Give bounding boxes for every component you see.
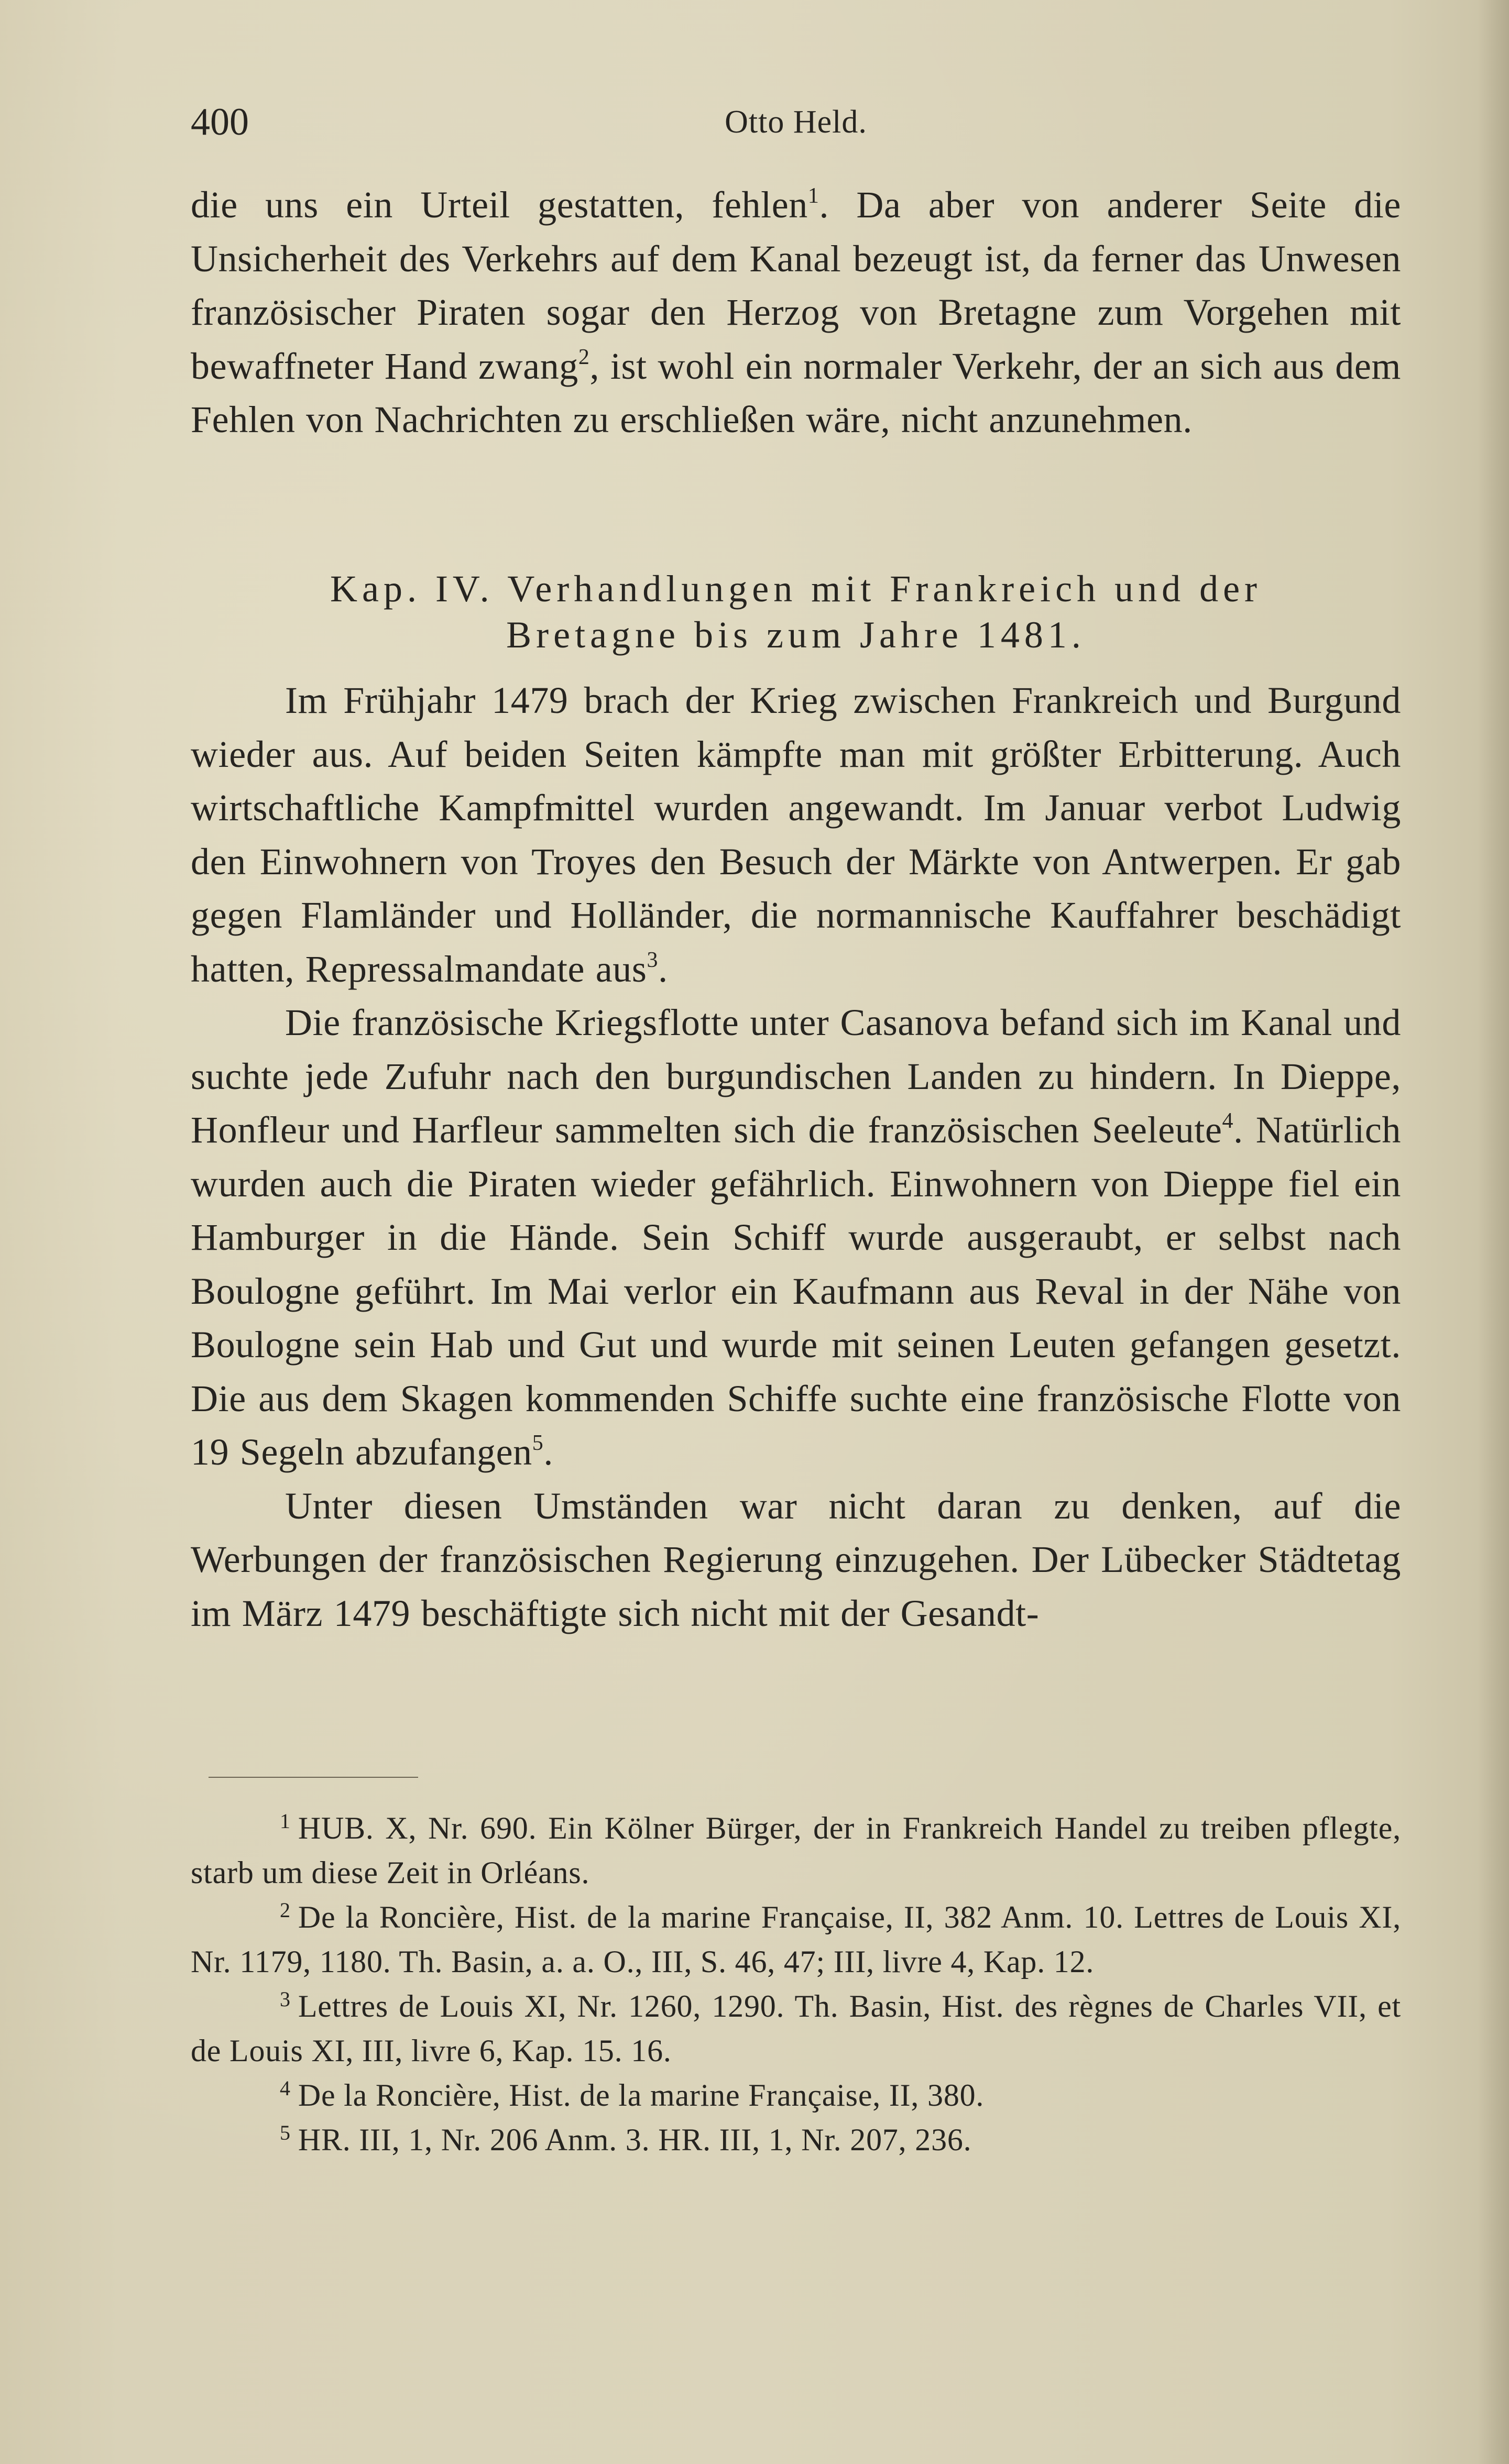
footnotes-block [191, 1806, 1401, 2162]
footnote-2 [191, 1895, 1401, 1984]
running-head: Otto Held. [725, 104, 867, 140]
page-edge-shadow [1478, 0, 1509, 2464]
chapter-heading-line-1: Kap. IV. Verhandlungen mit Frankreich und der [330, 568, 1262, 610]
chapter-heading [191, 566, 1401, 658]
top-paragraph [191, 178, 1401, 447]
paragraph-2 [191, 996, 1401, 1479]
paragraph-2-end: . [543, 1431, 553, 1473]
footnote-text-4: De la Roncière, Hist. de la marine Française, II, 380. [298, 2078, 985, 2113]
footnote-3 [191, 1984, 1401, 2073]
footnote-ref-1: 1 [807, 184, 819, 208]
footnote-number-5: 5 [280, 2121, 291, 2144]
page-header [191, 98, 1401, 146]
paragraph-2-text: Die französische Kriegsflotte unter Casanova befand sich im Kanal und suchte jede Zufuhr nach den burgundischen Landen zu hindern. In Dieppe, Honfleur und Harfleur sammelten sich die französischen Seeleute [191, 1002, 1401, 1151]
footnote-4 [191, 2073, 1401, 2118]
top-paragraph-text-2: . Da aber von anderer Seite die Unsicherheit des Verkehrs auf dem Kanal bezeugt ist, da ferner das Unwesen französischer Piraten sogar den Herzog von Bretagne zum Vorgehen mit bewaffneter Hand zwang [191, 184, 1401, 387]
top-paragraph-text-3: , ist wohl ein normaler Verkehr, der an sich aus dem Fehlen von Nachrichten zu erschließen wäre, nicht anzunehmen. [191, 345, 1401, 441]
body-text-block [191, 674, 1401, 1640]
paragraph-1 [191, 674, 1401, 996]
footnote-text-5: HR. III, 1, Nr. 206 Anm. 3. HR. III, 1, Nr. 207, 236. [298, 2122, 972, 2157]
footnote-ref-3: 3 [647, 948, 659, 972]
page-number: 400 [191, 101, 249, 144]
footnote-text-1: HUB. X, Nr. 690. Ein Kölner Bürger, der in Frankreich Handel zu treiben pflegte, starb um diese Zeit in Orléans. [191, 1811, 1401, 1890]
footnote-number-3: 3 [280, 1987, 291, 2011]
paragraph-1-text: Im Frühjahr 1479 brach der Krieg zwischen Frankreich und Burgund wieder aus. Auf beiden Seiten kämpfte man mit größter Erbitterung. Auch wirtschaftliche Kampfmittel wurden angewandt. Im Januar verbot Ludwig den Einwohnern von Troyes den Besuch der Märkte von Antwerpen. Er gab gegen Flamländer und Holländer, die normannische Kauffahrer beschädigt hatten, Repressalmandate aus [191, 679, 1401, 990]
top-paragraph-block [191, 178, 1401, 447]
footnote-5 [191, 2118, 1401, 2162]
footnote-1 [191, 1806, 1401, 1895]
footnote-number-2: 2 [280, 1898, 291, 1922]
footnote-ref-4: 4 [1222, 1109, 1234, 1133]
paragraph-1-end: . [658, 948, 668, 990]
footnote-ref-2: 2 [578, 345, 590, 369]
footnote-text-3: Lettres de Louis XI, Nr. 1260, 1290. Th. Basin, Hist. des règnes de Charles VII, et de Louis XI, III, livre 6, Kap. 15. 16. [191, 1989, 1401, 2068]
top-paragraph-text: die uns ein Urteil gestatten, fehlen [191, 184, 808, 226]
footnote-divider [209, 1777, 418, 1778]
chapter-heading-line-2: Bretagne bis zum Jahre 1481. [506, 614, 1086, 656]
paragraph-3: Unter diesen Umständen war nicht daran zu denken, auf die Werbungen der französischen Regierung einzugehen. Der Lübecker Städtetag im März 1479 beschäftigte sich nicht mit der Gesandt- [191, 1484, 1401, 1634]
footnote-text-2: De la Roncière, Hist. de la marine Française, II, 382 Anm. 10. Lettres de Louis XI, Nr. 1179, 1180. Th. Basin, a. a. O., III, S. 46, 47; III, livre 4, Kap. 12. [191, 1900, 1401, 1979]
paragraph-2-text-2: . Natürlich wurden auch die Piraten wieder gefährlich. Einwohnern von Dieppe fiel ein Hamburger in die Hände. Sein Schiff wurde ausgeraubt, er selbst nach Boulogne geführt. Im Mai verlor ein Kaufmann aus Reval in der Nähe von Boulogne sein Hab und Gut und wurde mit seinen Leuten gefangen gesetzt. Die aus dem Skagen kommenden Schiffe suchte eine französische Flotte von 19 Segeln abzufangen [191, 1109, 1402, 1473]
footnote-ref-5: 5 [532, 1431, 544, 1455]
footnote-number-4: 4 [280, 2076, 291, 2100]
footnote-number-1: 1 [280, 1809, 291, 1833]
